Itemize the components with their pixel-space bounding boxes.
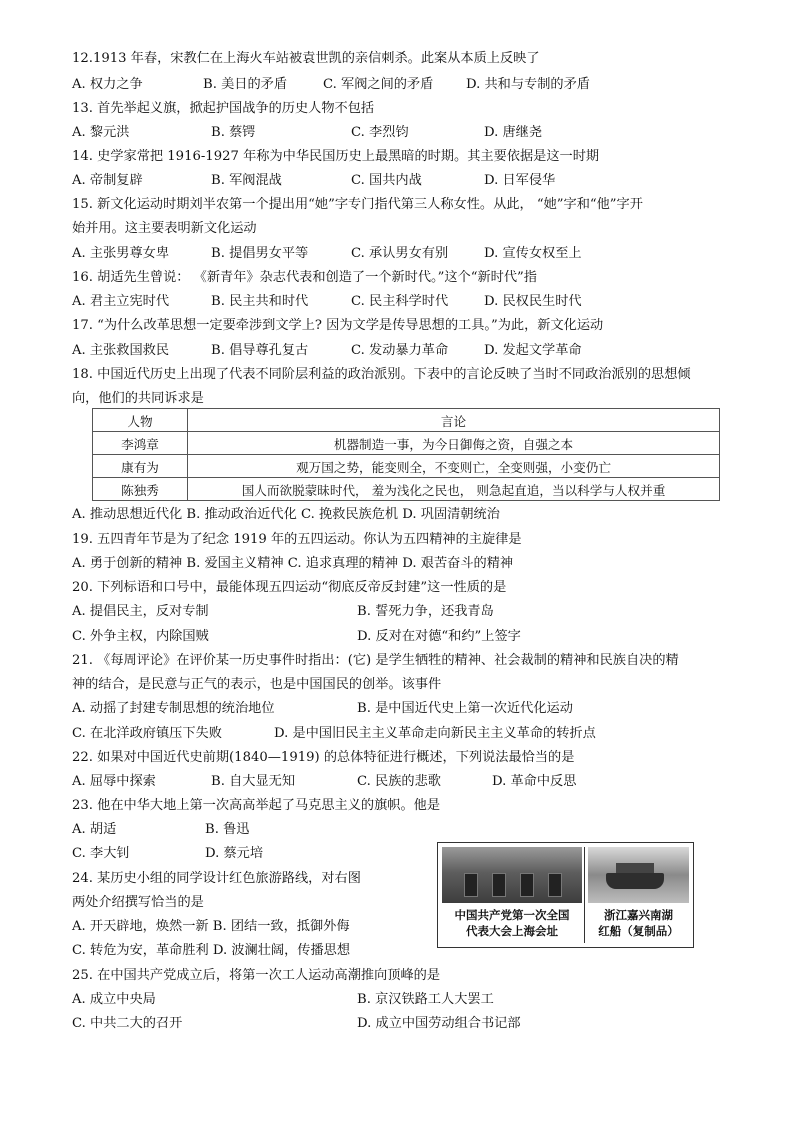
q15-option-c: C. 承认男女有别 <box>351 246 449 261</box>
person-cell: 陈独秀 <box>93 478 188 501</box>
q15-option-a: A. 主张男尊女卑 <box>72 246 170 261</box>
q20-option-c: C. 外争主权，内除国贼 <box>72 629 209 644</box>
speech-cell: 机器制造一事，为今日御侮之资，自强之本 <box>188 432 720 455</box>
q14-option-b: B. 军阀混战 <box>211 173 282 188</box>
q25-option-a: A. 成立中央局 <box>72 992 156 1007</box>
question-25-stem: 25. 在中国共产党成立后，将第一次工人运动高潮推向顶峰的是 <box>72 968 441 983</box>
question-13-stem: 13. 首先举起义旗，掀起护国战争的历史人物不包括 <box>72 101 375 116</box>
red-boat-caption-line2: 红船（复制品） <box>598 924 679 938</box>
q14-option-a: A. 帝制复辟 <box>72 173 143 188</box>
q14-option-d: D. 日军侵华 <box>484 173 556 188</box>
question-18-stem-line2: 向，他们的共同诉求是 <box>72 391 204 406</box>
table-row <box>93 455 720 478</box>
q14-option-c: C. 国共内战 <box>351 173 422 188</box>
q23-option-a: A. 胡适 <box>72 822 117 837</box>
question-20-stem: 20. 下列标语和口号中，最能体现五四运动“彻底反帝反封建”这一性质的是 <box>72 580 507 595</box>
question-15-stem-line1: 15. 新文化运动时期刘半农第一个提出用“她”字专门指代第三人称女性。从此， “她”字和“他”字开 <box>72 197 643 212</box>
q25-option-c: C. 中共二大的召开 <box>72 1016 183 1031</box>
question-17-stem: 17. “为什么改革思想一定要牵涉到文学上? 因为文学是传导思想的工具。”为此，新文化运动 <box>72 318 604 333</box>
q17-option-c: C. 发动暴力革命 <box>351 343 449 358</box>
q12-option-c: C. 军阀之间的矛盾 <box>323 77 434 92</box>
q13-option-a: A. 黎元洪 <box>72 125 130 140</box>
figure-divider <box>584 847 585 943</box>
q22-option-a: A. 屈辱中探索 <box>72 774 156 789</box>
shanghai-site-caption-line2: 代表大会上海会址 <box>466 924 558 938</box>
q22-option-c: C. 民族的悲歌 <box>357 774 441 789</box>
header-speech: 言论 <box>188 409 720 432</box>
q19-options: A. 勇于创新的精神 B. 爱国主义精神 C. 追求真理的精神 D. 艰苦奋斗的精神 <box>72 556 514 571</box>
q15-option-b: B. 提倡男女平等 <box>211 246 309 261</box>
red-boat-photo <box>588 847 689 903</box>
shanghai-site-photo <box>442 847 582 903</box>
shanghai-site-caption-line1: 中国共产党第一次全国 <box>454 908 570 922</box>
question-15-stem-line2: 始并用。这主要表明新文化运动 <box>72 221 257 236</box>
table-header-row <box>93 409 720 432</box>
speech-table <box>92 408 720 501</box>
red-boat-caption <box>588 907 689 939</box>
question-12-stem: 12.1913 年春，宋教仁在上海火车站被袁世凯的亲信刺杀。此案从本质上反映了 <box>72 51 540 66</box>
table-row <box>93 478 720 501</box>
q12-option-b: B. 美日的矛盾 <box>203 77 288 92</box>
speech-cell: 观万国之势，能变则全，不变则亡，全变则强，小变仍亡 <box>188 455 720 478</box>
q13-option-d: D. 唐继尧 <box>484 125 543 140</box>
q16-option-a: A. 君主立宪时代 <box>72 294 170 309</box>
q17-option-a: A. 主张救国救民 <box>72 343 170 358</box>
q25-option-b: B. 京汉铁路工人大罢工 <box>357 992 494 1007</box>
q16-option-d: D. 民权民生时代 <box>484 294 582 309</box>
q20-option-d: D. 反对在对德“和约”上签字 <box>357 629 521 644</box>
q15-option-d: D. 宣传女权至上 <box>484 246 582 261</box>
question-16-stem: 16. 胡适先生曾说： 《新青年》杂志代表和创造了一个新时代。”这个“新时代”指 <box>72 270 537 285</box>
q12-option-d: D. 共和与专制的矛盾 <box>466 77 590 92</box>
question-14-stem: 14. 史学家常把 1916-1927 年称为中华民国历史上最黑暗的时期。其主要依据是这一时期 <box>72 149 600 164</box>
q24-options-cd: C. 转危为安，革命胜利 D. 波澜壮阔，传播思想 <box>72 943 351 958</box>
q21-option-a: A. 动摇了封建专制思想的统治地位 <box>72 701 275 716</box>
table-row <box>93 432 720 455</box>
red-boat-caption-line1: 浙江嘉兴南湖 <box>604 908 673 922</box>
question-22-stem: 22. 如果对中国近代史前期(1840—1919) 的总体特征进行概述，下列说法最恰当的是 <box>72 750 575 765</box>
q13-option-c: C. 李烈钧 <box>351 125 409 140</box>
q16-option-b: B. 民主共和时代 <box>211 294 309 309</box>
question-19-stem: 19. 五四青年节是为了纪念 1919 年的五四运动。你认为五四精神的主旋律是 <box>72 532 522 547</box>
question-21-stem-line1: 21. 《每周评论》在评价某一历史事件时指出：(它) 是学生牺牲的精神、社会裁制的精神和民族自决的精 <box>72 653 679 668</box>
q23-option-c: C. 李大钊 <box>72 846 130 861</box>
question-24-stem-line1: 24. 某历史小组的同学设计红色旅游路线，对右图 <box>72 871 361 886</box>
q21-option-d: D. 是中国旧民主主义革命走向新民主主义革命的转折点 <box>274 726 596 741</box>
speech-cell: 国人而欲脱蒙昧时代， 羞为浅化之民也， 则急起直追，当以科学与人权并重 <box>188 478 720 501</box>
person-cell: 康有为 <box>93 455 188 478</box>
q20-option-a: A. 提倡民主，反对专制 <box>72 604 209 619</box>
q13-option-b: B. 蔡锷 <box>211 125 256 140</box>
red-tourism-figure <box>437 842 694 948</box>
q23-option-d: D. 蔡元培 <box>205 846 264 861</box>
question-18-stem-line1: 18. 中国近代历史上出现了代表不同阶层利益的政治派别。下表中的言论反映了当时不同政治派别的思想倾 <box>72 367 691 382</box>
question-21-stem-line2: 神的结合，是民意与正气的表示，也是中国国民的创举。该事件 <box>72 677 442 692</box>
q24-options-ab: A. 开天辟地，焕然一新 B. 团结一致，抵御外侮 <box>72 919 350 934</box>
q22-option-b: B. 自大显无知 <box>211 774 296 789</box>
shanghai-site-caption <box>442 907 582 939</box>
question-23-stem: 23. 他在中华大地上第一次高高举起了马克思主义的旗帜。他是 <box>72 798 441 813</box>
question-24-stem-line2: 两处介绍撰写恰当的是 <box>72 895 204 910</box>
q20-option-b: B. 誓死力争，还我青岛 <box>357 604 494 619</box>
q22-option-d: D. 革命中反思 <box>492 774 577 789</box>
q17-option-b: B. 倡导尊孔复古 <box>211 343 309 358</box>
q16-option-c: C. 民主科学时代 <box>351 294 449 309</box>
q17-option-d: D. 发起文学革命 <box>484 343 582 358</box>
person-cell: 李鸿章 <box>93 432 188 455</box>
q12-option-a: A. 权力之争 <box>72 77 143 92</box>
q23-option-b: B. 鲁迅 <box>205 822 250 837</box>
q18-options: A. 推动思想近代化 B. 推动政治近代化 C. 挽救民族危机 D. 巩固清朝统治 <box>72 507 500 522</box>
q21-option-b: B. 是中国近代史上第一次近代化运动 <box>357 701 573 716</box>
q25-option-d: D. 成立中国劳动组合书记部 <box>357 1016 521 1031</box>
q21-option-c: C. 在北洋政府镇压下失败 <box>72 726 222 741</box>
header-person: 人物 <box>93 409 188 432</box>
